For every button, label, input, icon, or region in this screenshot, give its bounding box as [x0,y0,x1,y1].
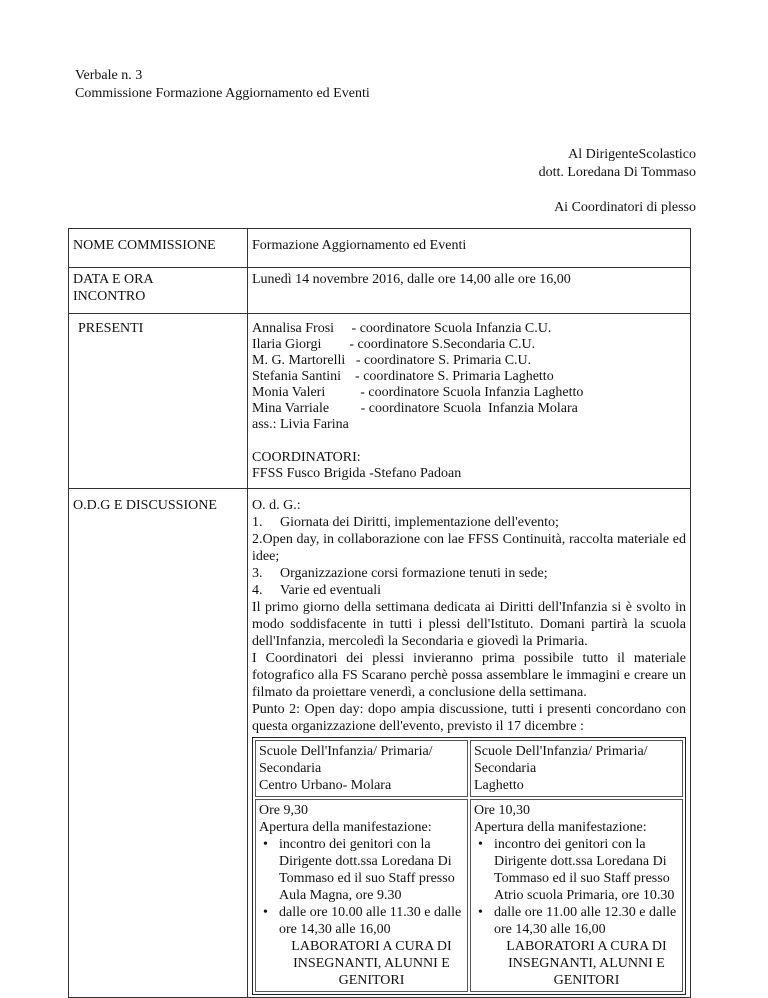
presente-2: Ilaria Giorgi - coordinatore S.Secondaria C.U. [252,337,536,352]
col2-list [474,836,679,989]
col1-bullet-1: • incontro dei genitori con la Dirigente dott.ssa Loredana Di Tommaso ed il suo Staff presso Aula Magna, ore 9.30 [279,836,464,904]
commission-title: Commissione Formazione Aggiornamento ed Eventi [75,86,370,101]
nome-label: NOME COMMISSIONE [69,229,248,268]
data-value: Lunedì 14 novembre 2016, dalle ore 14,00 alle ore 16,00 [248,268,691,314]
presente-6: Mina Varriale - coordinatore Scuola Infanzia Molara [252,401,578,416]
addressee-line-3: Ai Coordinatori di plesso [554,200,696,215]
row-odg [69,489,691,998]
presente-7: ass.: Livia Farina [252,417,349,432]
col1-time: Ore 9,30 [259,803,308,818]
col1-heading: Scuole Dell'Infanzia/ Primaria/ Secondaria Centro Urbano- Molara [255,740,468,797]
verbale-number: Verbale n. 3 [75,68,143,83]
col1-opening: Apertura della manifestazione: [259,820,432,835]
col2-body [470,799,683,992]
col1-bullet-2: • dalle ore 10.00 alle 11.30 e dalle ore 14,30 alle 16,00 LABORATORI A CURA DI INSEGNANTI, ALUNNI E GENITORI [279,904,464,989]
col1-body [255,799,468,992]
odg-item-1: 1. Giornata dei Diritti, implementazione dell'evento; [252,515,559,530]
odg-item-4: 4. Varie ed eventuali [252,583,382,598]
col2-heading: Scuole Dell'Infanzia/ Primaria/ Secondaria Laghetto [470,740,683,797]
coordinatori-label: COORDINATORI: [252,450,361,465]
coordinatori-value: FFSS Fusco Brigida -Stefano Padoan [252,466,462,481]
data-label-line-2: INCONTRO [73,289,146,304]
odg-item-3: 3. Organizzazione corsi formazione tenuti in sede; [252,566,548,581]
discussion-paragraph-3: Punto 2: Open day: dopo ampia discussione, tutti i presenti concordano con questa organizzazione dell'evento, previsto il 17 dicembre : [252,702,686,734]
open-day-head-row [255,740,683,797]
col2-bullet-2: • dalle ore 11.00 alle 12.30 e dalle ore 14,30 alle 16,00 LABORATORI A CURA DI INSEGNANTI, ALUNNI E GENITORI [494,904,679,989]
presenti-cell [248,314,691,489]
presenti-label: PRESENTI [69,314,248,489]
document-header [75,67,370,103]
row-presenti [69,314,691,489]
odg-label: O.D.G E DISCUSSIONE [69,489,248,998]
col2-bullet-1: • incontro dei genitori con la Dirigente dott.ssa Loredana Di Tommaso ed il suo Staff presso Atrio scuola Primaria, ore 10.30 [494,836,679,904]
addressee-line-2: dott. Loredana Di Tommaso [538,165,696,180]
addressee-block [539,146,696,217]
odg-cell [248,489,691,998]
presente-5: Monia Valeri - coordinatore Scuola Infanzia Laghetto [252,385,584,400]
row-nome [69,229,691,268]
presente-3: M. G. Martorelli - coordinatore S. Primaria C.U. [252,353,532,368]
discussion-paragraph-1: Il primo giorno della settimana dedicata ai Diritti dell'Infanzia si è svolto in modo soddisfacente in tutti i plessi dell'Istituto. Domani partirà la scuola dell'Infanzia, mercoledì la Secondaria e giovedì la Primaria. [252,600,686,649]
col2-opening: Apertura della manifestazione: [474,820,647,835]
odg-title: O. d. G.: [252,498,301,513]
col2-time: Ore 10,30 [474,803,530,818]
data-label [69,268,248,314]
open-day-table [252,737,686,995]
odg-item-2: 2.Open day, in collaborazione con lae FFSS Continuità, raccolta materiale ed idee; [252,532,686,564]
presente-4: Stefania Santini - coordinatore S. Primaria Laghetto [252,369,554,384]
col1-list [259,836,464,989]
open-day-body-row [255,799,683,992]
minutes-table [68,228,691,998]
data-label-line-1: DATA E ORA [73,272,154,287]
addressee-line-1: Al DirigenteScolastico [568,147,696,162]
presente-1: Annalisa Frosi - coordinatore Scuola Infanzia C.U. [252,321,552,336]
nome-value: Formazione Aggiornamento ed Eventi [248,229,691,268]
discussion-paragraph-2: I Coordinatori dei plessi invieranno prima possibile tutto il materiale fotografico alla FS Scarano perchè possa assemblare le immagini e creare un filmato da proiettare venerdì, a conclusione della settimana. [252,651,686,700]
row-data [69,268,691,314]
